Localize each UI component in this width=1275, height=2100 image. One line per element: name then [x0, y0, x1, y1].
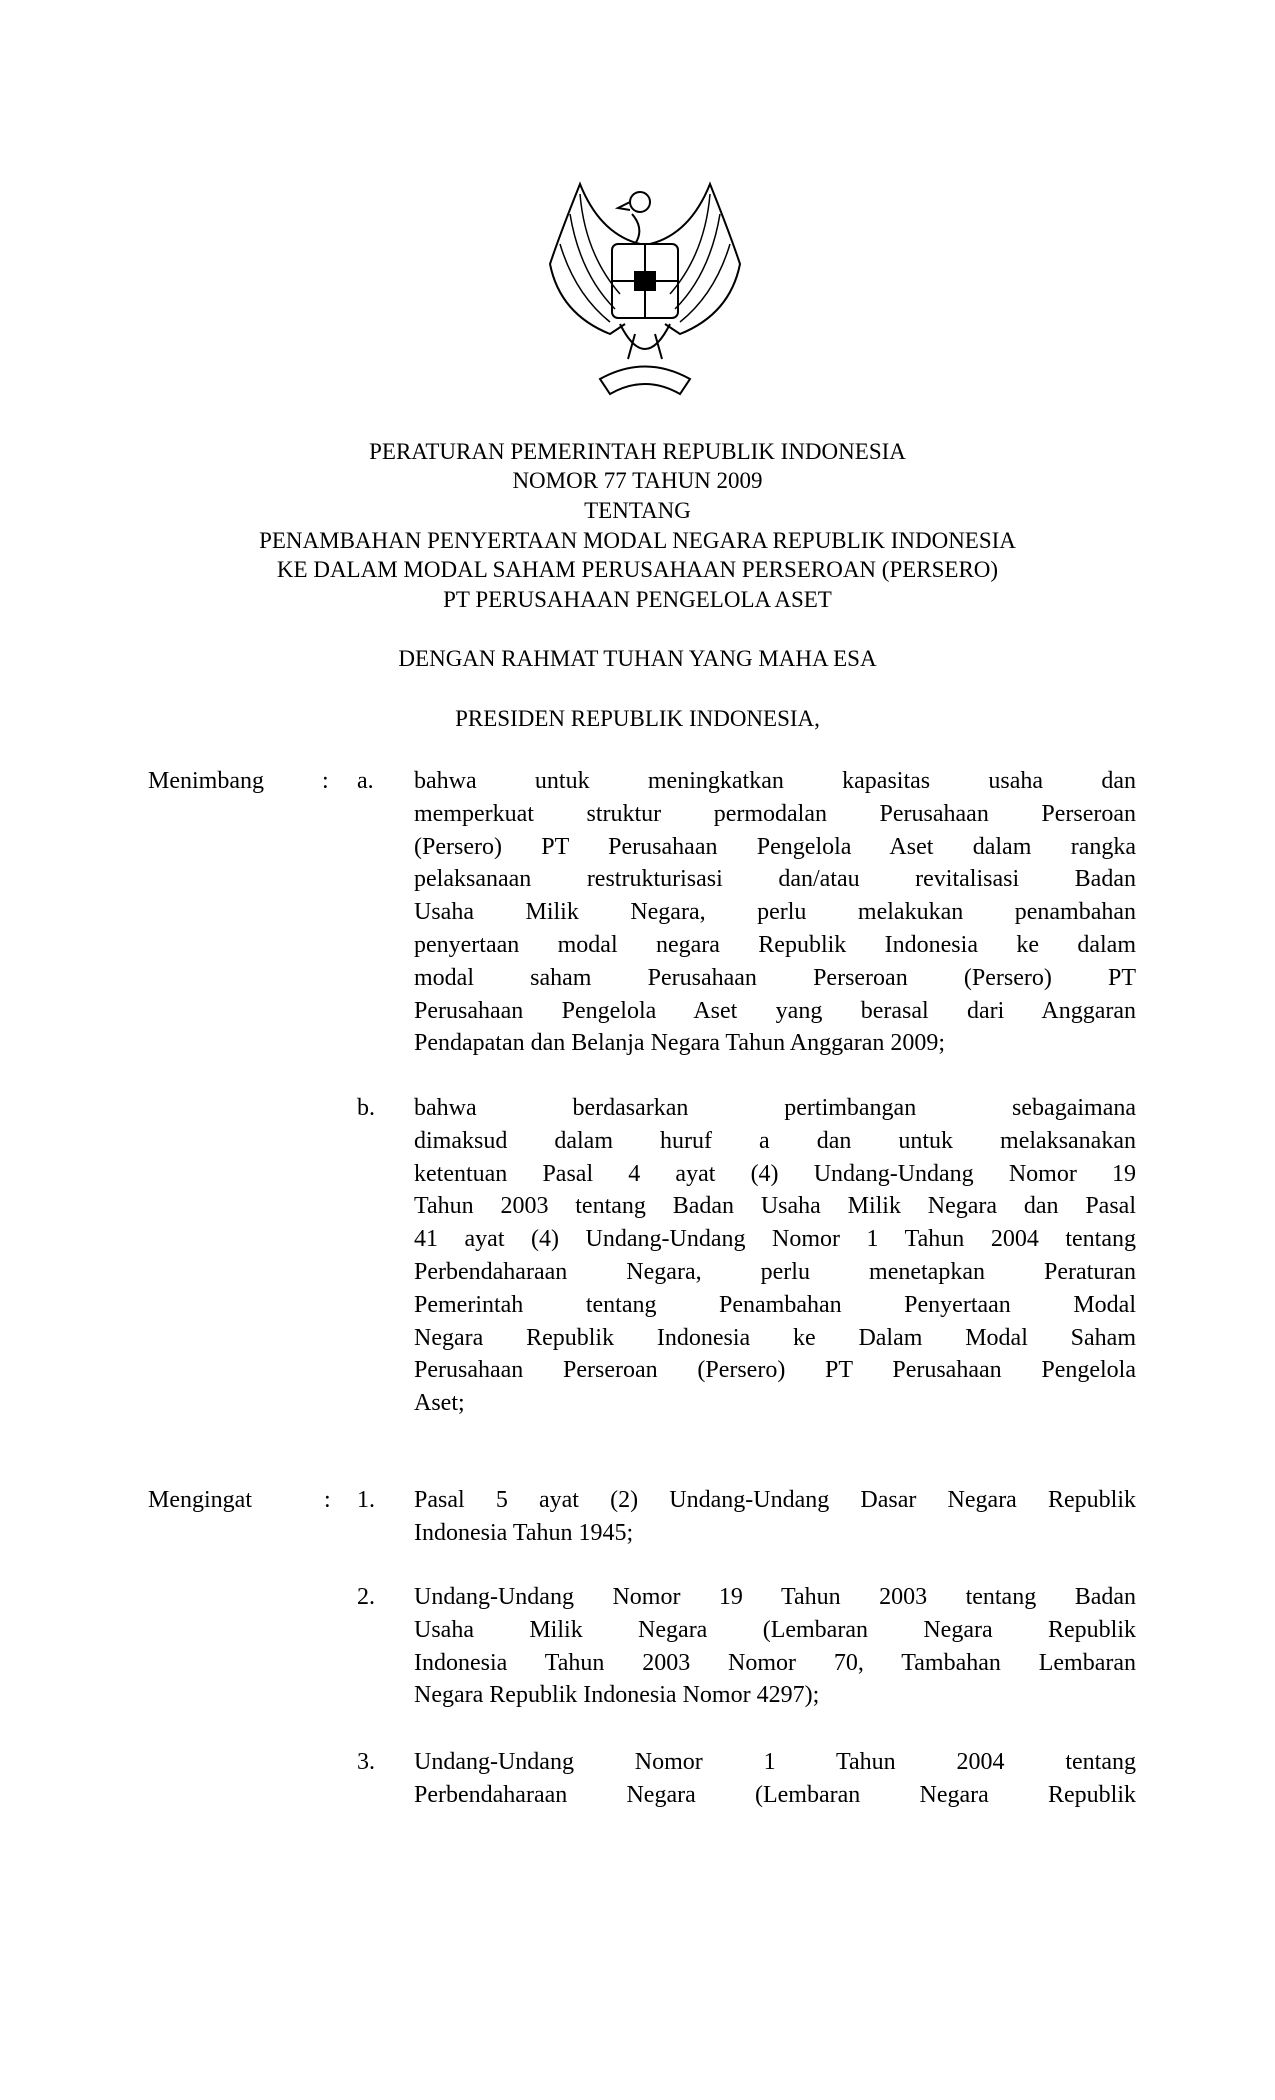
text-line: dimaksud dalam huruf a dan untuk melaksanakan [414, 1127, 1136, 1154]
text-line: 41 ayat (4) Undang-Undang Nomor 1 Tahun 2004 tentang [414, 1226, 1136, 1253]
mengingat-item-1 [414, 1484, 1136, 1550]
text-line: modal saham Perusahaan Perseroan (Persero) PT [414, 964, 1136, 991]
item-marker: 1. [357, 1487, 375, 1513]
text-line: Undang-Undang Nomor 1 Tahun 2004 tentang [414, 1749, 1136, 1775]
heading-line: PT PERUSAHAAN PENGELOLA ASET [443, 587, 832, 612]
mengingat-label: Mengingat [148, 1487, 252, 1513]
text-line: Usaha Milik Negara, perlu melakukan penambahan [414, 899, 1136, 926]
text-line: Negara Republik Indonesia Nomor 4297); [414, 1682, 820, 1709]
text-line: Aset; [414, 1390, 465, 1417]
heading-line: PERATURAN PEMERINTAH REPUBLIK INDONESIA [369, 439, 906, 464]
item-marker: 2. [357, 1584, 375, 1610]
text-line: Perbendaharaan Negara (Lembaran Negara Republik [414, 1781, 1136, 1808]
garuda-emblem-icon [540, 174, 750, 410]
text-line: bahwa berdasarkan pertimbangan sebagaimana [414, 1095, 1136, 1121]
text-line: Pendapatan dan Belanja Negara Tahun Anggaran 2009; [414, 1030, 946, 1057]
heading-line: KE DALAM MODAL SAHAM PERUSAHAAN PERSEROAN (PERSERO) [276, 557, 999, 582]
item-marker: a. [357, 768, 374, 794]
text-line: pelaksanaan restrukturisasi dan/atau revitalisasi Badan [414, 866, 1136, 893]
text-line: memperkuat struktur permodalan Perusahaan Perseroan [414, 800, 1136, 827]
text-line: Perusahaan Pengelola Aset yang berasal dari Anggaran [414, 997, 1136, 1024]
menimbang-item-b [414, 1092, 1136, 1420]
heading-line: TENTANG [584, 498, 691, 523]
item-marker: b. [357, 1095, 375, 1121]
text-line: Undang-Undang Nomor 19 Tahun 2003 tentang Badan [414, 1584, 1136, 1610]
text-line: Perusahaan Perseroan (Persero) PT Perusahaan Pengelola [414, 1357, 1136, 1384]
heading-line: NOMOR 77 TAHUN 2009 [512, 468, 763, 493]
text-line: Negara Republik Indonesia ke Dalam Modal Saham [414, 1324, 1136, 1351]
menimbang-item-a [414, 765, 1136, 1060]
mengingat-item-3 [414, 1746, 1136, 1812]
text-line: Perbendaharaan Negara, perlu menetapkan Peraturan [414, 1258, 1136, 1285]
mengingat-colon: : [324, 1487, 331, 1513]
president-line: PRESIDEN REPUBLIK INDONESIA, [455, 706, 820, 731]
menimbang-colon: : [322, 768, 329, 794]
text-line: Indonesia Tahun 2003 Nomor 70, Tambahan Lembaran [414, 1649, 1136, 1676]
text-line: Pasal 5 ayat (2) Undang-Undang Dasar Negara Republik [414, 1487, 1136, 1513]
text-line: penyertaan modal negara Republik Indonesia ke dalam [414, 931, 1136, 958]
text-line: (Persero) PT Perusahaan Pengelola Aset dalam rangka [414, 833, 1136, 860]
text-line: Tahun 2003 tentang Badan Usaha Milik Negara dan Pasal [414, 1193, 1136, 1220]
text-line: bahwa untuk meningkatkan kapasitas usaha dan [414, 768, 1136, 794]
menimbang-label: Menimbang [148, 768, 264, 794]
text-line: Usaha Milik Negara (Lembaran Negara Republik [414, 1616, 1136, 1643]
item-marker: 3. [357, 1749, 375, 1775]
text-line: Indonesia Tahun 1945; [414, 1519, 634, 1546]
heading-line: PENAMBAHAN PENYERTAAN MODAL NEGARA REPUBLIK INDONESIA [259, 528, 1016, 553]
text-line: ketentuan Pasal 4 ayat (4) Undang-Undang Nomor 19 [414, 1160, 1136, 1187]
invocation: DENGAN RAHMAT TUHAN YANG MAHA ESA [398, 646, 877, 671]
mengingat-item-2 [414, 1581, 1136, 1712]
text-line: Pemerintah tentang Penambahan Penyertaan Modal [414, 1291, 1136, 1318]
